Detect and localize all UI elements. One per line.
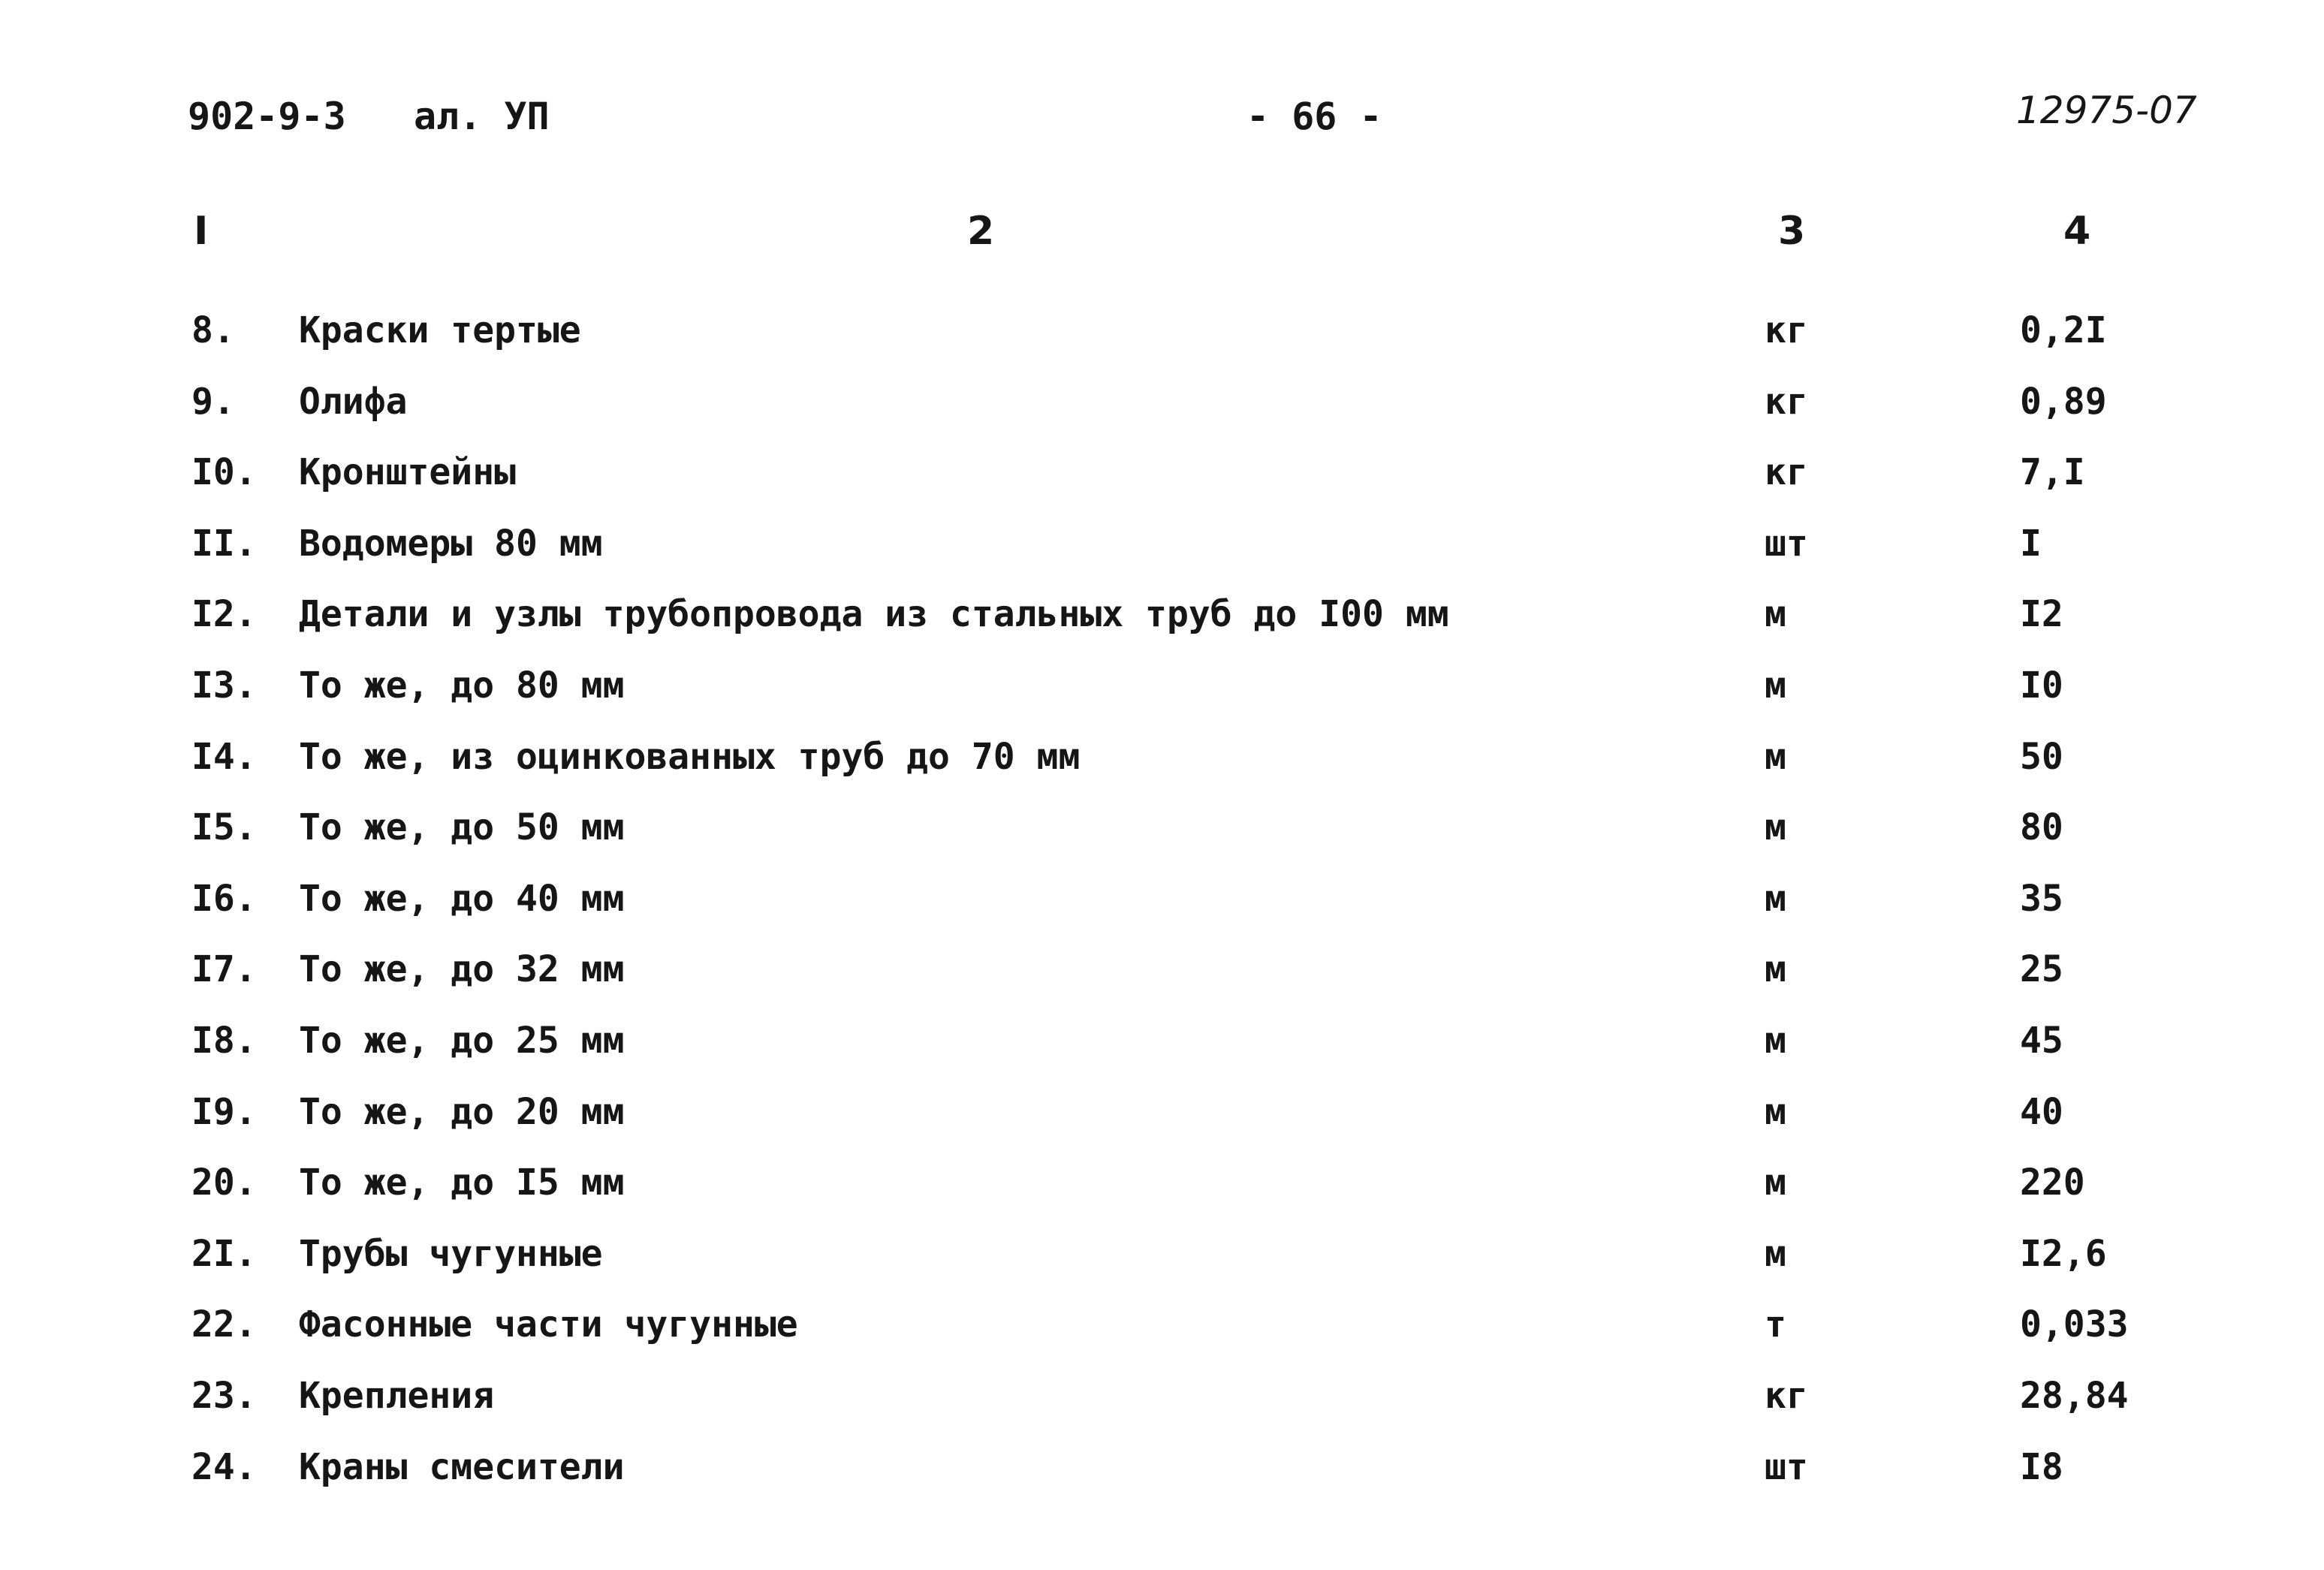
unit: кг — [1765, 309, 1808, 351]
material-name: Водомеры 80 мм — [299, 522, 603, 565]
unit: шт — [1765, 522, 1808, 565]
table-row — [0, 947, 2324, 1018]
row-number: I6. — [191, 877, 257, 920]
column-header-2: 2 — [967, 209, 995, 254]
table-row — [0, 805, 2324, 876]
unit: м — [1765, 735, 1786, 778]
table-row — [0, 450, 2324, 521]
row-number: 2I. — [191, 1232, 257, 1275]
table-row — [0, 592, 2324, 663]
unit: м — [1765, 664, 1786, 707]
unit: м — [1765, 1232, 1786, 1275]
table-row — [0, 1018, 2324, 1089]
quantity: 220 — [2020, 1162, 2085, 1204]
table-row — [0, 734, 2324, 806]
row-number: I8. — [191, 1019, 257, 1062]
material-name: То же, до I5 мм — [299, 1162, 625, 1204]
quantity: 80 — [2020, 806, 2063, 849]
row-number: 22. — [191, 1303, 257, 1346]
material-name: Олифа — [299, 380, 408, 423]
unit: м — [1765, 1019, 1786, 1062]
quantity: 40 — [2020, 1090, 2063, 1133]
table-row — [0, 1160, 2324, 1231]
material-name: Крепления — [299, 1374, 495, 1417]
material-name: Трубы чугунные — [299, 1232, 603, 1275]
unit: т — [1765, 1303, 1786, 1346]
unit: шт — [1765, 1445, 1808, 1488]
row-number: 23. — [191, 1374, 257, 1417]
table-row — [0, 1231, 2324, 1303]
quantity: 0,89 — [2020, 380, 2107, 423]
row-number: 20. — [191, 1162, 257, 1204]
quantity: I2,6 — [2020, 1232, 2107, 1275]
table-row — [0, 876, 2324, 948]
material-name: То же, до 50 мм — [299, 806, 625, 849]
table-row — [0, 308, 2324, 379]
table-row — [0, 663, 2324, 734]
row-number: I0. — [191, 451, 257, 494]
page-number: - 66 - — [1246, 95, 1382, 138]
column-header-1: I — [194, 209, 209, 254]
material-name: То же, до 25 мм — [299, 1019, 625, 1062]
quantity: 35 — [2020, 877, 2063, 920]
material-name: Краски тертые — [299, 309, 581, 351]
quantity: 50 — [2020, 735, 2063, 778]
row-number: I4. — [191, 735, 257, 778]
table-row — [0, 521, 2324, 592]
unit: м — [1765, 948, 1786, 991]
quantity: 28,84 — [2020, 1374, 2129, 1417]
material-name: То же, до 20 мм — [299, 1090, 625, 1133]
material-name: Краны смесители — [299, 1445, 625, 1488]
quantity: I8 — [2020, 1445, 2063, 1488]
quantity: I0 — [2020, 664, 2063, 707]
material-name: Кронштейны — [299, 451, 516, 494]
material-name: То же, до 32 мм — [299, 948, 625, 991]
quantity: 25 — [2020, 948, 2063, 991]
material-name: То же, из оцинкованных труб до 70 мм — [299, 735, 1081, 778]
unit: кг — [1765, 1374, 1808, 1417]
quantity: 7,I — [2020, 451, 2085, 494]
table-row — [0, 1373, 2324, 1445]
unit: м — [1765, 806, 1786, 849]
row-number: 8. — [191, 309, 235, 351]
quantity: I — [2020, 522, 2042, 565]
table-row — [0, 379, 2324, 451]
quantity: 0,033 — [2020, 1303, 2129, 1346]
row-number: I3. — [191, 664, 257, 707]
quantity: 45 — [2020, 1019, 2063, 1062]
table-row — [0, 1302, 2324, 1373]
material-name: То же, до 40 мм — [299, 877, 625, 920]
materials-table — [0, 308, 2324, 1515]
quantity: 0,2I — [2020, 309, 2107, 351]
row-number: 9. — [191, 380, 235, 423]
quantity: I2 — [2020, 593, 2063, 636]
row-number: 24. — [191, 1445, 257, 1488]
material-name: То же, до 80 мм — [299, 664, 625, 707]
document-code: 902-9-3 ал. УП — [188, 95, 550, 138]
unit: кг — [1765, 380, 1808, 423]
row-number: I5. — [191, 806, 257, 849]
table-row — [0, 1089, 2324, 1161]
column-header-4: 4 — [2063, 209, 2091, 254]
unit: м — [1765, 1162, 1786, 1204]
table-row — [0, 1445, 2324, 1516]
unit: кг — [1765, 451, 1808, 494]
unit: м — [1765, 877, 1786, 920]
unit: м — [1765, 1090, 1786, 1133]
unit: м — [1765, 593, 1786, 636]
material-name: Детали и узлы трубопровода из стальных труб до I00 мм — [299, 593, 1449, 636]
row-number: I2. — [191, 593, 257, 636]
row-number: I7. — [191, 948, 257, 991]
row-number: II. — [191, 522, 257, 565]
row-number: I9. — [191, 1090, 257, 1133]
archive-number: 12975-07 — [2016, 89, 2197, 132]
column-header-3: 3 — [1778, 209, 1806, 254]
material-name: Фасонные части чугунные — [299, 1303, 798, 1346]
